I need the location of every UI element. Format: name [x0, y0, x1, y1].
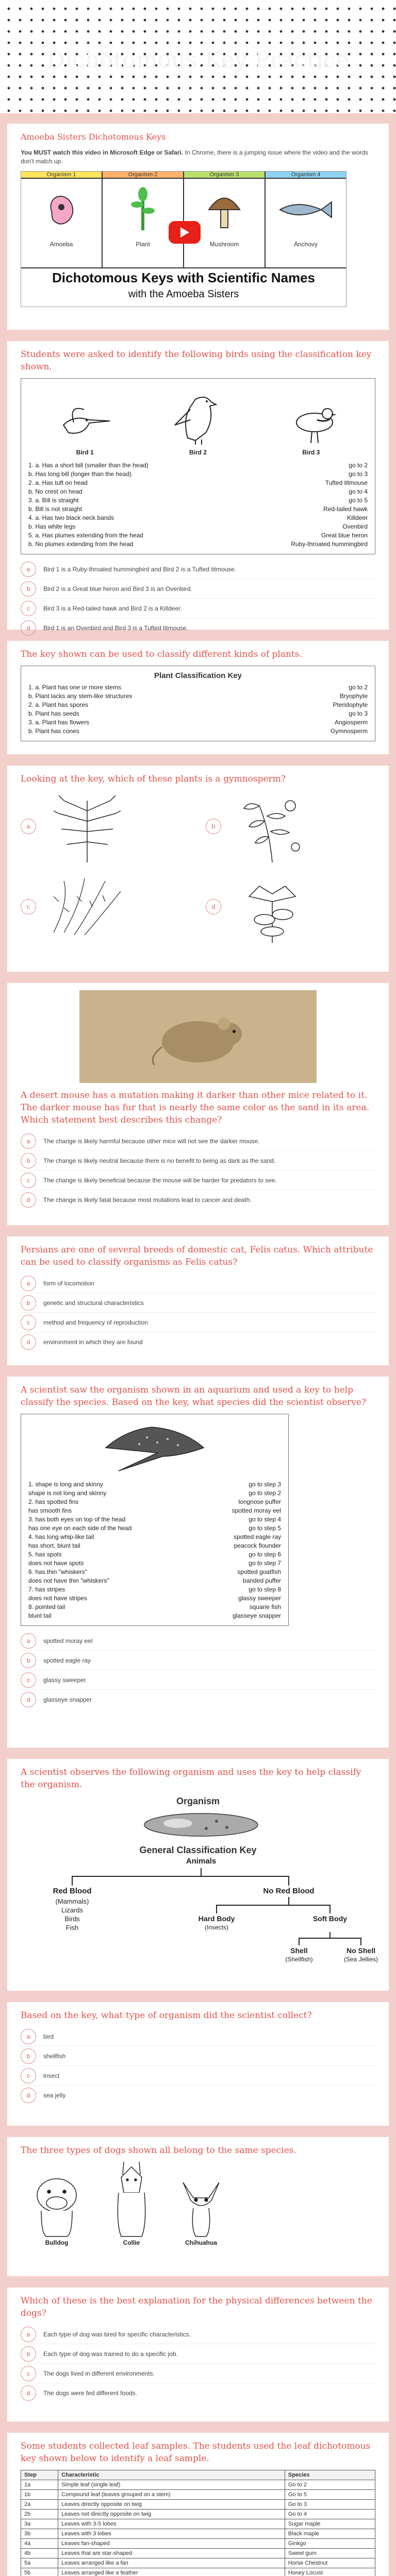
- key-line: [28, 1603, 281, 1612]
- bird-2-image: [164, 389, 237, 446]
- option-letter: b: [21, 2048, 36, 2064]
- collie-image: [103, 2162, 160, 2239]
- key-characteristic: 1. a. Plant has one or more stems: [28, 684, 122, 691]
- answer-options: [21, 1274, 375, 1352]
- answer-option[interactable]: d Bird 1 is an Ovenbird and Bird 3 is a Tufted titmouse.: [21, 618, 375, 638]
- table-cell: Leaves that are star-shaped: [58, 2549, 285, 2558]
- key-characteristic: 3. has both eyes on top of the head: [28, 1516, 126, 1523]
- question-title: The key shown can be used to classify different kinds of plants.: [21, 649, 302, 659]
- mouse-image: [79, 990, 317, 1083]
- answer-option[interactable]: c insect: [21, 2066, 375, 2086]
- key-characteristic: 8. pointed tail: [28, 1603, 65, 1611]
- answer-option[interactable]: [206, 790, 375, 862]
- table-cell: 1a: [21, 2480, 58, 2490]
- key-line: [28, 1533, 281, 1541]
- key-characteristic: 2. a. Has tuft on head: [28, 479, 88, 486]
- option-letter: d: [21, 1192, 36, 1208]
- table-cell: Leaves with 3 lobes: [58, 2529, 285, 2539]
- organism-image: [21, 1807, 382, 1843]
- answer-option[interactable]: b genetic and structural characteristics: [21, 1293, 375, 1313]
- key-result: go to 2: [349, 684, 368, 691]
- table-row: [21, 2568, 375, 2576]
- key-result: go to 5: [349, 497, 368, 504]
- answer-option[interactable]: [21, 790, 190, 862]
- answer-option[interactable]: [206, 871, 375, 943]
- dog-figure: [26, 2172, 88, 2246]
- table-cell: 2b: [21, 2510, 58, 2519]
- key-line: [28, 496, 368, 505]
- tree-no-shell-sub: (Sea Jellies): [343, 1956, 378, 1963]
- question-card: [7, 983, 389, 1225]
- option-letter: c: [21, 1672, 36, 1688]
- option-letter: a: [21, 562, 36, 577]
- table-row: [21, 2558, 375, 2568]
- answer-options: [21, 790, 375, 943]
- key-result: spotted goatfish: [237, 1568, 281, 1575]
- key-line: [28, 461, 368, 470]
- table-cell: Sugar maple: [285, 2519, 375, 2529]
- key-characteristic: b. Has white legs: [28, 523, 76, 530]
- key-line: [28, 1541, 281, 1550]
- content-container: [0, 113, 396, 2576]
- bird-3-image: [286, 399, 343, 446]
- table-cell: Honey Locust: [285, 2568, 375, 2576]
- key-line: [28, 727, 368, 736]
- answer-option[interactable]: d environment in which they are found: [21, 1332, 375, 1352]
- video-note: You MUST watch this video in Microsoft Edge or Safari. In Chrome, there is a jumping issue where the video and the words don't match up.: [21, 149, 369, 165]
- option-letter: d: [21, 2088, 36, 2103]
- organism-label: Organism: [176, 1796, 220, 1806]
- bird-label: Bird 3: [302, 449, 320, 456]
- option-letter: a: [21, 1276, 36, 1291]
- key-characteristic: 6. has thin "whiskers": [28, 1568, 87, 1575]
- key-result: go to step 3: [249, 1481, 281, 1488]
- option-letter: d: [206, 899, 221, 914]
- key-result: go to step 4: [249, 1516, 281, 1523]
- key-result: go to step 6: [249, 1551, 281, 1558]
- answer-option[interactable]: c glassy sweeper: [21, 1670, 375, 1690]
- question-title: Persians are one of several breeds of domestic cat, Felis catus. Which attribute can be used to classify organisms as Felis catus?: [21, 1245, 373, 1267]
- option-letter: c: [21, 1315, 36, 1330]
- answer-options: [21, 1631, 375, 1709]
- tree-hard-body: Hard Body: [198, 1914, 235, 1923]
- dog-figure: [103, 2162, 160, 2246]
- table-cell: Simple leaf (single leaf): [58, 2480, 285, 2490]
- key-result: peacock flounder: [234, 1542, 281, 1549]
- table-row: [21, 2549, 375, 2558]
- tree-red-blood: Red Blood: [53, 1887, 92, 1895]
- key-characteristic: does not have stripes: [28, 1595, 88, 1602]
- fish-figure: [21, 1414, 289, 1626]
- key-result: go to step 5: [249, 1524, 281, 1532]
- key-line: [28, 709, 368, 718]
- bird-1-image: [53, 399, 115, 446]
- video-tile: Organism 2 Plant: [103, 172, 184, 267]
- video-tile: Organism 3 Mushroom: [184, 172, 266, 267]
- key-characteristic: b. Plant has seeds: [28, 710, 79, 717]
- page-title: Dichotomous Key Practice: [46, 47, 350, 73]
- key-characteristic: b. No crest on head: [28, 488, 82, 495]
- question-title: Looking at the key, which of these plants is a gymnosperm?: [21, 774, 286, 784]
- table-header: Characteristic: [58, 2470, 285, 2480]
- answer-option[interactable]: c Bird 3 is a Red-tailed hawk and Bird 2 is a Killdeer.: [21, 599, 375, 618]
- key-characteristic: 1. a. Has a short bill (smaller than the head): [28, 462, 148, 469]
- question-card: [7, 2137, 389, 2276]
- question-card: [7, 341, 389, 630]
- key-line: [28, 718, 368, 727]
- key-characteristic: 5. a. Has plumes extending from the head: [28, 532, 143, 539]
- page-header: [0, 0, 396, 113]
- key-result: banded puffer: [243, 1577, 281, 1584]
- key-result: Pteridophyte: [333, 701, 368, 708]
- option-letter: c: [21, 601, 36, 616]
- key-result: go to 2: [349, 462, 368, 469]
- answer-option[interactable]: b spotted eagle ray: [21, 1651, 375, 1670]
- key-result: Ovenbird: [342, 523, 368, 530]
- dog-figure: [175, 2177, 227, 2246]
- answer-option[interactable]: b The change is likely neutral because there is no benefit to being as dark as the sand.: [21, 1151, 375, 1171]
- key-characteristic: does not have thin "whiskers": [28, 1577, 109, 1584]
- plant-image: [43, 790, 131, 862]
- answer-option[interactable]: a bird: [21, 2027, 375, 2046]
- option-letter: d: [21, 2385, 36, 2401]
- table-cell: Go to 3: [285, 2500, 375, 2510]
- key-characteristic: 4. a. Has two black neck bands: [28, 514, 114, 521]
- table-cell: Ginkgo: [285, 2539, 375, 2549]
- question-title: The three types of dogs shown all belong to the same species.: [21, 2145, 296, 2156]
- key-characteristic: blunt tail: [28, 1612, 52, 1619]
- key-line: [28, 479, 368, 487]
- plant-image: [43, 871, 131, 943]
- key-line: [28, 1506, 281, 1515]
- option-letter: b: [21, 2346, 36, 2362]
- key-line: [28, 1524, 281, 1533]
- key-line: [28, 505, 368, 514]
- key-result: glassy sweeper: [238, 1595, 281, 1602]
- tree-no-shell: No Shell: [346, 1946, 375, 1955]
- key-line: [28, 470, 368, 479]
- key-line: [28, 1489, 281, 1498]
- video-banner: Dichotomous Keys with Scientific Names with the Amoeba Sisters: [21, 267, 346, 307]
- key-result: go to 3: [349, 710, 368, 717]
- option-letter: b: [206, 819, 221, 834]
- table-cell: Leaves arranged like a feather: [58, 2568, 285, 2576]
- option-letter: c: [21, 899, 36, 914]
- plant-key-title: Plant Classification Key: [154, 671, 242, 680]
- key-characteristic: 2. a. Plant has spores: [28, 701, 89, 708]
- key-line: [28, 692, 368, 701]
- key-characteristic: b. Bill is not straight: [28, 505, 82, 513]
- bulldog-image: [26, 2172, 88, 2239]
- key-characteristic: 4. has long whip-like tail: [28, 1533, 94, 1540]
- key-result: go to step 2: [249, 1489, 281, 1497]
- key-line: [28, 1577, 281, 1585]
- option-letter: a: [21, 819, 36, 834]
- question-title: Some students collected leaf samples. The students used the leaf dichotomous key shown below to identify a leaf sample.: [21, 2441, 371, 2464]
- answer-option[interactable]: c The change is likely beneficial because the mouse will be harder for predators to see.: [21, 1171, 375, 1190]
- table-cell: Leaves arranged like a fan: [58, 2558, 285, 2568]
- key-result: Great blue heron: [321, 532, 368, 539]
- tree-shell: Shell: [290, 1946, 308, 1955]
- option-letter: a: [21, 1133, 36, 1149]
- question-title: A desert mouse has a mutation making it darker than other mice related to it. The darker mouse has fur that is nearly the same color as the sand in its area. Which statement best describes this change?: [21, 1090, 369, 1125]
- bird-label: Bird 1: [76, 449, 94, 456]
- option-letter: d: [21, 620, 36, 636]
- key-characteristic: 5. has spots: [28, 1551, 62, 1558]
- key-result: Red-tailed hawk: [323, 505, 368, 513]
- ray-image: [28, 1419, 281, 1476]
- plant-key: [21, 666, 375, 741]
- question-card: [7, 2287, 389, 2421]
- option-letter: c: [21, 1173, 36, 1188]
- answer-option[interactable]: b shellfish: [21, 2046, 375, 2066]
- key-result: Killdeer: [346, 514, 368, 521]
- question-title: A scientist observes the following organism and uses the key to help classify the organism.: [21, 1767, 361, 1790]
- bird-label: Bird 2: [189, 449, 207, 456]
- table-cell: Black maple: [285, 2529, 375, 2539]
- key-line: [28, 1559, 281, 1568]
- key-result: Angiosperm: [334, 719, 368, 726]
- key-characteristic: b. Plant lacks any stem-like structures: [28, 692, 133, 700]
- answer-option[interactable]: a spotted moray eel: [21, 1631, 375, 1651]
- plant-image: [228, 790, 316, 862]
- key-result: go to step 8: [249, 1586, 281, 1593]
- key-result: spotted eagle ray: [233, 1533, 281, 1540]
- key-characteristic: has smooth fins: [28, 1507, 72, 1514]
- key-characteristic: does not have spots: [28, 1560, 84, 1567]
- key-result: go to 3: [349, 470, 368, 478]
- option-letter: a: [21, 2029, 36, 2044]
- table-row: [21, 2539, 375, 2549]
- answer-option[interactable]: a The change is likely harmful because other mice will not see the darker mouse.: [21, 1131, 375, 1151]
- dog-label: Collie: [123, 2239, 140, 2246]
- answer-option[interactable]: d The change is likely fatal because most mutations lead to cancer and death.: [21, 1190, 375, 1210]
- tree-soft-body: Soft Body: [312, 1914, 348, 1923]
- key-line: [28, 701, 368, 709]
- video-tile: Organism 4 Anchovy: [266, 172, 346, 267]
- answer-option[interactable]: a Each type of dog was bred for specific characteristics.: [21, 2325, 375, 2344]
- key-line: [28, 1612, 281, 1620]
- question-figure: [21, 378, 375, 554]
- table-row: [21, 2519, 375, 2529]
- table-row: [21, 2480, 375, 2490]
- key-result: go to step 7: [249, 1560, 281, 1567]
- key-line: [28, 487, 368, 496]
- question-title: Based on the key, what type of organism did the scientist collect?: [21, 2010, 312, 2021]
- mouse-illustration: [146, 1006, 250, 1067]
- key-characteristic: 2. has spotted fins: [28, 1498, 79, 1505]
- key-line: [28, 540, 368, 549]
- table-row: [21, 2490, 375, 2500]
- table-header: Step: [21, 2470, 58, 2480]
- chihuahua-image: [175, 2177, 227, 2239]
- option-letter: b: [21, 1295, 36, 1311]
- key-title: General Classification Key: [139, 1845, 257, 1855]
- question-card: [7, 1759, 389, 1991]
- tree-root: Animals: [186, 1857, 217, 1866]
- answer-option[interactable]: c method and frequency of reproduction: [21, 1313, 375, 1332]
- key-line: [28, 1515, 281, 1524]
- video-card: [7, 124, 389, 330]
- tree-shell-sub: (Shellfish): [285, 1956, 313, 1963]
- table-cell: Horse Chestnut: [285, 2558, 375, 2568]
- key-result: squarie fish: [249, 1603, 281, 1611]
- question-card: [7, 1377, 389, 1748]
- table-cell: Go to 4: [285, 2510, 375, 2519]
- key-characteristic: 7. has stripes: [28, 1586, 65, 1593]
- table-cell: 5b: [21, 2568, 58, 2576]
- option-letter: a: [21, 1633, 36, 1649]
- question-title: A scientist saw the organism shown in an aquarium and used a key to help classify the species. Based on the key, what species did the scientist observe?: [21, 1385, 367, 1408]
- key-line: [28, 1585, 281, 1594]
- tree-no-red-blood: No Red Blood: [263, 1887, 315, 1895]
- video-tile: Organism 1 Amoeba: [21, 172, 103, 267]
- key-result: glasseye snapper: [232, 1612, 281, 1619]
- answer-option[interactable]: d glasseye snapper: [21, 1690, 375, 1709]
- table-cell: 4a: [21, 2539, 58, 2549]
- option-letter: c: [21, 2366, 36, 2381]
- question-card: [7, 641, 389, 754]
- key-result: Ruby-throated hummingbird: [291, 540, 368, 548]
- table-cell: Go to 2: [285, 2480, 375, 2490]
- key-line: [28, 522, 368, 531]
- question-title: Which of these is the best explanation for the physical differences between the dogs?: [21, 2296, 372, 2318]
- key-result: go to 4: [349, 488, 368, 495]
- leaf-key-table: [21, 2470, 375, 2576]
- table-cell: Compound leaf (leaves grouped on a stem): [58, 2490, 285, 2500]
- bird-key: [28, 461, 368, 549]
- option-letter: d: [21, 1692, 36, 1707]
- plant-image: [228, 871, 316, 943]
- answer-option[interactable]: b Bird 2 is a Great blue heron and Bird 3 is an Ovenbird.: [21, 579, 375, 599]
- key-result: Gymnosperm: [330, 727, 368, 735]
- answer-option[interactable]: a form of locomotion: [21, 1274, 375, 1293]
- answer-option[interactable]: d sea jelly: [21, 2086, 375, 2105]
- key-characteristic: 3. a. Plant has flowers: [28, 719, 90, 726]
- tree-hard-sub: (Insects): [204, 1924, 228, 1931]
- table-row: [21, 2500, 375, 2510]
- key-characteristic: has one eye on each side of the head: [28, 1524, 132, 1532]
- table-cell: Go to 5: [285, 2490, 375, 2500]
- question-card: [7, 766, 389, 972]
- option-letter: b: [21, 581, 36, 597]
- answer-options: [21, 1131, 375, 1210]
- answer-option[interactable]: b Each type of dog was trained to do a specific job.: [21, 2344, 375, 2364]
- video-player[interactable]: [21, 171, 346, 307]
- classification-tree: [21, 1856, 382, 1969]
- key-characteristic: 1. shape is long and skinny: [28, 1481, 103, 1488]
- key-characteristic: 3. a. Bill is straight: [28, 497, 79, 504]
- dog-label: Chihuahua: [185, 2239, 217, 2246]
- key-characteristic: b. No plumes extending from the head: [28, 540, 134, 548]
- option-letter: b: [21, 1653, 36, 1668]
- key-result: Bryophyte: [339, 692, 368, 700]
- key-line: [28, 514, 368, 522]
- table-cell: 5a: [21, 2558, 58, 2568]
- key-result: spotted moray eel: [232, 1507, 281, 1514]
- table-row: [21, 2529, 375, 2539]
- key-line: [28, 531, 368, 540]
- key-line: [28, 1480, 281, 1489]
- answer-option[interactable]: [21, 871, 190, 943]
- answer-option[interactable]: d The dogs were fed different foods.: [21, 2383, 375, 2403]
- answer-options: [21, 2325, 375, 2403]
- table-cell: Leaves not directly opposite on twig: [58, 2510, 285, 2519]
- key-line: [28, 683, 368, 692]
- dog-images: [21, 2162, 375, 2246]
- option-letter: b: [21, 1153, 36, 1168]
- key-line: [28, 1594, 281, 1603]
- table-cell: 3a: [21, 2519, 58, 2529]
- question-card: [7, 1236, 389, 1365]
- question-card: [7, 2002, 389, 2126]
- table-cell: 3b: [21, 2529, 58, 2539]
- key-result: longnose puffer: [238, 1498, 281, 1505]
- table-cell: 4b: [21, 2549, 58, 2558]
- play-icon: [179, 227, 190, 238]
- key-characteristic: b. Plant has cones: [28, 727, 79, 735]
- question-title: Students were asked to identify the following birds using the classification key shown.: [21, 349, 372, 372]
- table-cell: Leaves directly opposite on twig: [58, 2500, 285, 2510]
- tree-red-list: (Mammals) Lizards Birds Fish: [55, 1897, 89, 1931]
- key-characteristic: shape is not long and skinny: [28, 1489, 107, 1497]
- table-cell: 2a: [21, 2500, 58, 2510]
- key-characteristic: b. Has long bill (longer than the head): [28, 470, 132, 478]
- table-cell: Sweet gum: [285, 2549, 375, 2558]
- answer-option[interactable]: a Bird 1 is a Ruby-throated hummingbird and Bird 2 is a Tufted titmouse.: [21, 560, 375, 579]
- table-row: [21, 2510, 375, 2519]
- key-characteristic: has short, blunt tail: [28, 1542, 80, 1549]
- table-cell: Leaves with 3-5 lobes: [58, 2519, 285, 2529]
- answer-options: [21, 560, 375, 638]
- key-line: [28, 1550, 281, 1559]
- option-letter: d: [21, 1334, 36, 1350]
- question-card: [7, 2433, 389, 2576]
- dog-label: Bulldog: [45, 2239, 69, 2246]
- table-header: Species: [285, 2470, 375, 2480]
- play-button[interactable]: [169, 221, 201, 244]
- answer-option[interactable]: c The dogs lived in different environments.: [21, 2364, 375, 2383]
- option-letter: a: [21, 2327, 36, 2342]
- key-line: [28, 1498, 281, 1506]
- table-cell: 1b: [21, 2490, 58, 2500]
- answer-options: [21, 2027, 375, 2105]
- video-heading: Amoeba Sisters Dichotomous Keys: [21, 132, 166, 142]
- key-line: [28, 1568, 281, 1577]
- option-letter: c: [21, 2068, 36, 2083]
- table-cell: Leaves fan-shaped: [58, 2539, 285, 2549]
- key-result: Tufted titmouse: [325, 479, 368, 486]
